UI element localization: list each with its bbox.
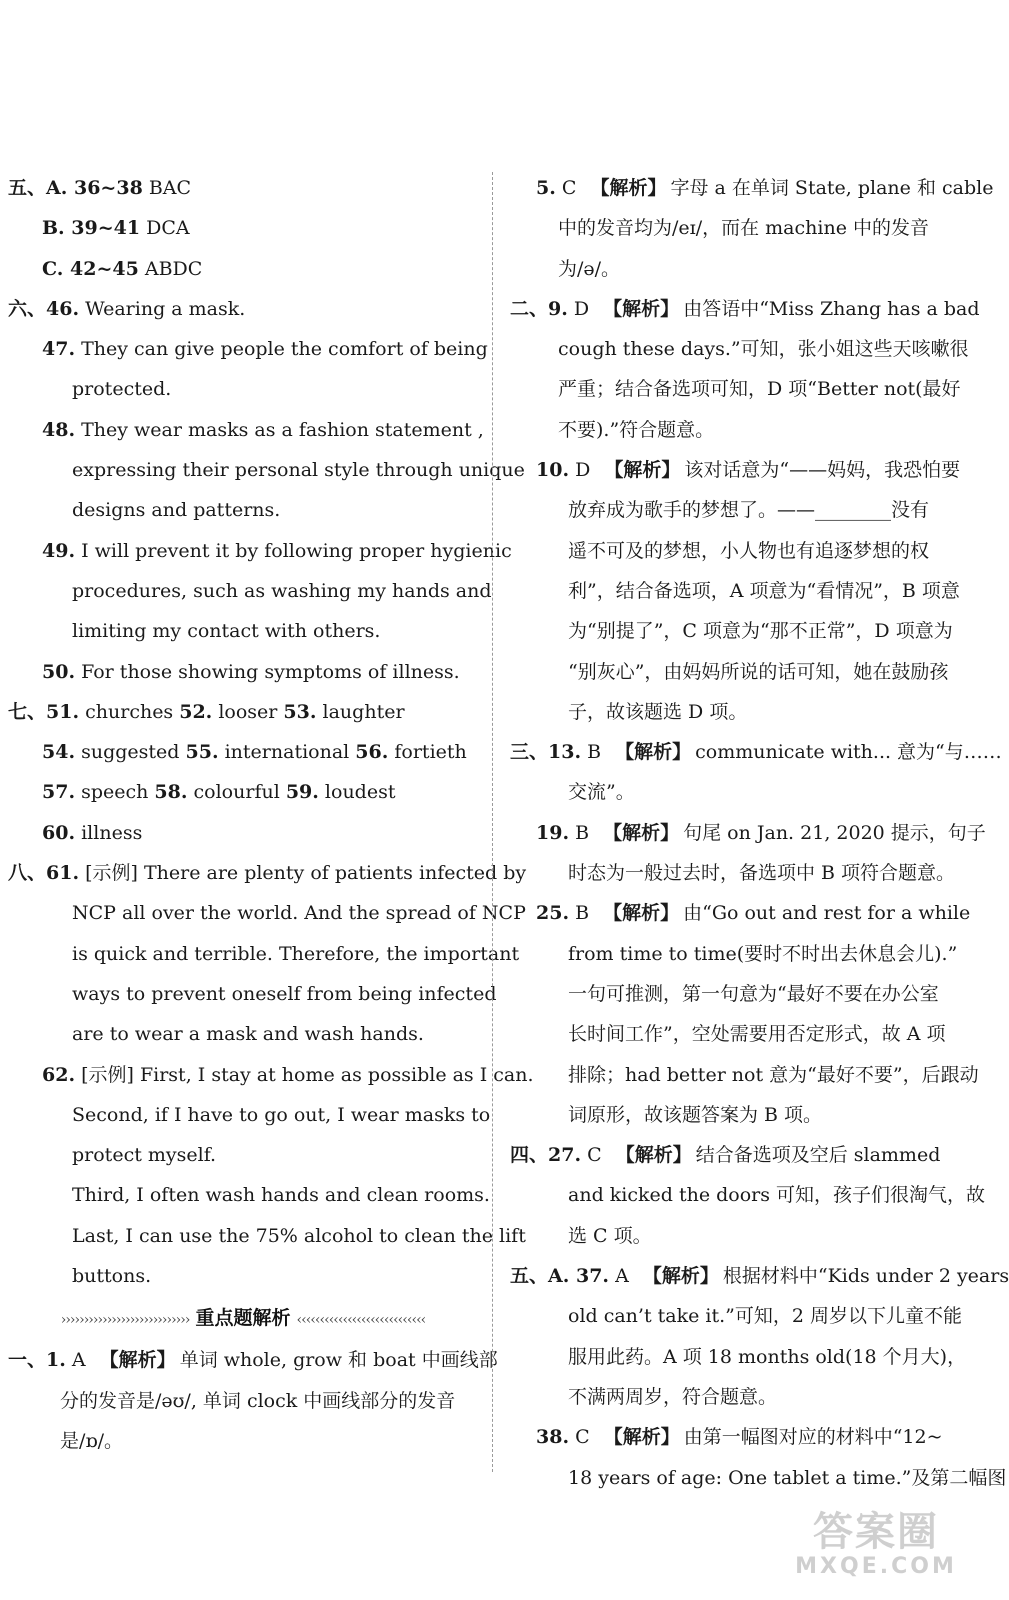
- answer-text: 由“Go out and rest for a while: [683, 902, 971, 925]
- answer-line: [8, 772, 478, 812]
- section-banner: [8, 1296, 478, 1340]
- answer-text: C: [569, 1426, 596, 1449]
- analysis-tag: 【解析】: [99, 1349, 176, 1372]
- answer-line: [8, 531, 512, 571]
- answer-line: [8, 974, 497, 1014]
- section-label: 六、: [8, 297, 47, 320]
- answer-text: “别灰心”，由妈妈所说的话可知，她在鼓励孩: [568, 660, 949, 683]
- answer-line: [8, 1095, 491, 1135]
- watermark-line2: MXQE.COM: [795, 1554, 957, 1579]
- analysis-tag: 【解析】: [604, 459, 681, 482]
- answer-text: international: [218, 741, 356, 764]
- answer-line: [8, 652, 478, 692]
- answer-text: 分的发音是/əʊ/, 单词 clock 中画线部分的发音: [60, 1389, 456, 1412]
- analysis-tag: 【解析】: [603, 297, 680, 320]
- section-label: 二、: [510, 297, 549, 320]
- answer-line: [8, 1421, 478, 1461]
- answer-text: C: [555, 177, 583, 199]
- question-number: 56.: [355, 741, 389, 764]
- answer-line: [8, 1175, 490, 1215]
- answer-text: buttons.: [72, 1265, 152, 1288]
- column-divider: [492, 172, 493, 1472]
- answer-text: limiting my contact with others.: [72, 620, 381, 643]
- banner-title: 重点题解析: [195, 1307, 291, 1330]
- answer-line: [510, 974, 972, 1014]
- answer-line: [510, 450, 972, 490]
- answer-line: [510, 490, 972, 530]
- section-label: 五、A.: [8, 177, 74, 199]
- answer-text: 利”，结合备选项，A 项意为“看情况”，B 项意: [568, 579, 960, 602]
- answer-text: 长时间工作”，空处需要用否定形式，故 A 项: [568, 1023, 946, 1046]
- answer-text: 子，故该题选 D 项。: [568, 700, 748, 723]
- answer-text: 遥不可及的梦想，小人物也有追逐梦想的权: [568, 539, 930, 562]
- answer-line: [8, 369, 478, 409]
- question-number: 46.: [46, 297, 80, 320]
- answer-text: colourful: [187, 781, 286, 804]
- question-number: 25.: [536, 902, 570, 925]
- answer-line: [510, 611, 972, 651]
- banner-ornament-right: ‹‹‹‹‹‹‹‹‹‹‹‹‹‹‹‹‹‹‹‹‹‹‹‹‹‹‹‹: [296, 1312, 426, 1329]
- answer-text: communicate with... 意为“与……: [695, 741, 1002, 764]
- section-label: 七、: [8, 700, 47, 723]
- answer-text: 为/ə/。: [558, 257, 621, 280]
- section-label: 三、: [510, 741, 549, 764]
- watermark-logo: [776, 1509, 976, 1582]
- answer-line: [510, 168, 994, 208]
- answer-text: 排除；had better not 意为“最好不要”，后跟动: [568, 1063, 979, 1086]
- answer-line: [8, 1055, 534, 1095]
- answer-line: [8, 249, 478, 289]
- right-column: [510, 168, 1009, 1498]
- answer-text: B: [569, 902, 596, 925]
- answer-text: BAC: [142, 177, 192, 199]
- question-number: 1.: [46, 1349, 66, 1372]
- answer-line: [8, 813, 478, 853]
- answer-text: 字母 a 在单词 State, plane 和 cable: [670, 177, 994, 199]
- question-number: 60.: [42, 821, 76, 844]
- analysis-tag: 【解析】: [590, 177, 667, 199]
- answer-text: suggested: [75, 741, 186, 764]
- question-number: 36~38: [73, 177, 143, 199]
- question-number: B. 39~41: [42, 217, 141, 240]
- answer-text: laughter: [316, 700, 405, 723]
- answer-text: Third, I often wash hands and clean rooms.: [72, 1184, 490, 1207]
- answer-line: [8, 1135, 478, 1175]
- answer-line: [510, 1175, 986, 1215]
- answer-text: 交流”。: [568, 781, 635, 804]
- answer-text: ABDC: [138, 257, 203, 280]
- answer-text: 句尾 on Jan. 21, 2020 提示，句子: [683, 821, 986, 844]
- analysis-tag: 【解析】: [615, 741, 692, 764]
- answer-text: churches: [79, 700, 180, 723]
- answer-text: 一句可推测，第一句意为“最好不要在办公室: [568, 982, 939, 1005]
- answer-line: [8, 1256, 478, 1296]
- question-number: 62.: [42, 1063, 76, 1086]
- answer-line: [510, 1417, 972, 1457]
- answer-text: 由答语中“Miss Zhang has a bad: [683, 297, 980, 320]
- answer-line: [510, 369, 972, 409]
- answer-text: ways to prevent oneself from being infected: [72, 982, 497, 1005]
- answer-line: [8, 893, 526, 933]
- answer-line: [8, 1216, 526, 1256]
- answer-line: [510, 1337, 972, 1377]
- question-number: 10.: [536, 459, 570, 482]
- question-number: 48.: [42, 418, 76, 441]
- answer-line: [510, 410, 972, 450]
- answer-text: 时态为一般过去时，备选项中 B 项符合题意。: [568, 862, 956, 885]
- answer-line: [510, 1458, 1007, 1498]
- answer-line: [510, 1216, 972, 1256]
- answer-line: [8, 1381, 478, 1421]
- question-number: 50.: [42, 660, 76, 683]
- answer-line: [510, 772, 972, 812]
- answer-text: [示例] There are plenty of patients infected by: [79, 862, 527, 885]
- answer-line: [8, 289, 478, 329]
- analysis-tag: 【解析】: [603, 1426, 680, 1449]
- answer-text: 由第一幅图对应的材料中“12~: [683, 1426, 943, 1449]
- answer-text: is quick and terrible. Therefore, the important: [72, 942, 520, 965]
- answer-text: expressing their personal style through unique: [72, 459, 525, 482]
- answer-text: and kicked the doors 可知，孩子们很淘气，故: [568, 1184, 986, 1207]
- answer-text: NCP all over the world. And the spread of NCP: [72, 902, 526, 925]
- answer-line: [510, 531, 972, 571]
- answer-text: 中的发音均为/eɪ/，而在 machine 中的发音: [558, 217, 929, 240]
- answer-line: [8, 410, 484, 450]
- answer-line: [510, 208, 972, 248]
- answer-text: For those showing symptoms of illness.: [75, 660, 460, 683]
- section-label: 五、A.: [510, 1265, 576, 1288]
- answer-line: [510, 1377, 972, 1417]
- answer-line: [8, 571, 492, 611]
- answer-line: [8, 450, 525, 490]
- answer-line: [8, 490, 478, 530]
- answer-text: old can’t take it.”可知，2 周岁以下儿童不能: [568, 1305, 962, 1328]
- answer-line: [510, 249, 972, 289]
- answer-line: [8, 692, 478, 732]
- answer-line: [8, 1014, 478, 1054]
- question-number: 58.: [154, 781, 188, 804]
- answer-line: [510, 571, 972, 611]
- question-number: 37.: [575, 1265, 610, 1288]
- answer-text: C: [581, 1144, 608, 1167]
- question-number: 49.: [42, 539, 76, 562]
- answer-line: [8, 611, 478, 651]
- answer-text: 不要).”符合题意。: [558, 418, 715, 441]
- question-number: 57.: [42, 781, 76, 804]
- answer-text: procedures, such as washing my hands and: [72, 579, 492, 602]
- left-column: [8, 168, 534, 1461]
- answer-text: Wearing a mask.: [79, 297, 246, 320]
- answer-text: Second, if I have to go out, I wear masks to: [72, 1103, 491, 1126]
- answer-text: B: [569, 821, 596, 844]
- answer-text: 是/ɒ/。: [60, 1429, 123, 1452]
- answer-text: I will prevent it by following proper hygienic: [75, 539, 512, 562]
- section-label: 一、: [8, 1349, 47, 1372]
- answer-line: [8, 853, 527, 893]
- answer-text: cough these days.”可知，张小姐这些天咳嗽很: [558, 338, 969, 361]
- analysis-tag: 【解析】: [603, 902, 680, 925]
- question-number: 54.: [42, 741, 76, 764]
- answer-text: protected.: [72, 378, 172, 401]
- watermark-line1: 答案圈: [813, 1509, 939, 1555]
- question-number: 51.: [46, 700, 80, 723]
- answer-line: [8, 934, 520, 974]
- answer-line: [510, 1095, 972, 1135]
- answer-line: [510, 853, 972, 893]
- answer-text: fortieth: [388, 741, 467, 764]
- answer-line: [8, 208, 478, 248]
- answer-text: 根据材料中“Kids under 2 years: [722, 1265, 1009, 1288]
- question-number: 13.: [548, 741, 582, 764]
- answer-text: A: [65, 1349, 92, 1372]
- answer-text: DCA: [140, 217, 190, 240]
- answer-text: looser: [212, 700, 284, 723]
- answer-text: 选 C 项。: [568, 1224, 652, 1247]
- question-number: C. 42~45: [42, 257, 139, 280]
- answer-text: [示例] First, I stay at home as possible as I can.: [75, 1063, 534, 1086]
- answer-line: [510, 1135, 972, 1175]
- answer-line: [510, 1296, 972, 1336]
- answer-text: 单词 whole, grow 和 boat 中画线部: [179, 1349, 498, 1372]
- answer-text: from time to time(要时不时出去休息会儿).”: [568, 942, 958, 965]
- answer-text: loudest: [318, 781, 396, 804]
- answer-text: 严重；结合备选项可知，D 项“Better not(最好: [558, 378, 961, 401]
- section-label: 八、: [8, 862, 47, 885]
- question-number: 52.: [179, 700, 213, 723]
- answer-line: [510, 934, 972, 974]
- answer-text: designs and patterns.: [72, 499, 281, 522]
- answer-line: [8, 1340, 498, 1380]
- question-number: 53.: [283, 700, 317, 723]
- analysis-tag: 【解析】: [642, 1265, 719, 1288]
- answer-line: [510, 289, 980, 329]
- answer-line: [510, 1256, 1009, 1296]
- answer-line: [510, 1055, 979, 1095]
- answer-text: B: [581, 741, 608, 764]
- answer-line: [510, 692, 972, 732]
- question-number: 19.: [536, 821, 570, 844]
- answer-line: [510, 813, 986, 853]
- question-number: 59.: [285, 781, 319, 804]
- question-number: 27.: [548, 1144, 582, 1167]
- answer-line: [8, 329, 488, 369]
- answer-text: D: [569, 459, 597, 482]
- answer-line: [510, 732, 1002, 772]
- answer-line: [510, 1014, 972, 1054]
- answer-text: speech: [75, 781, 155, 804]
- answer-line: [510, 329, 972, 369]
- section-label: 四、: [510, 1144, 549, 1167]
- question-number: 55.: [185, 741, 219, 764]
- question-number: 9.: [548, 297, 568, 320]
- answer-text: Last, I can use the 75% alcohol to clean the lift: [72, 1224, 526, 1247]
- answer-line: [510, 893, 972, 933]
- answer-line: [510, 652, 972, 692]
- banner-ornament-left: ››››››››››››››››››››››››››››: [60, 1312, 190, 1329]
- answer-text: D: [567, 297, 596, 320]
- answer-text: A: [609, 1265, 635, 1288]
- analysis-tag: 【解析】: [603, 821, 680, 844]
- answer-text: 服用此药。A 项 18 months old(18 个月大)，: [568, 1345, 967, 1368]
- question-number: 38.: [536, 1426, 570, 1449]
- answer-text: 18 years of age: One tablet a time.”及第二幅图: [568, 1466, 1007, 1489]
- answer-text: 词原形，故该题答案为 B 项。: [568, 1103, 823, 1126]
- answer-text: 该对话意为“——妈妈，我恐怕要: [684, 459, 961, 482]
- answer-text: They can give people the comfort of being: [75, 338, 488, 361]
- answer-text: 结合备选项及空后 slammed: [695, 1144, 941, 1167]
- answer-line: [8, 732, 478, 772]
- analysis-tag: 【解析】: [615, 1144, 692, 1167]
- answer-text: 为“别提了”，C 项意为“那不正常”，D 项意为: [568, 620, 953, 643]
- answer-text: They wear masks as a fashion statement ,: [75, 418, 484, 441]
- answer-text: are to wear a mask and wash hands.: [72, 1023, 424, 1046]
- answer-line: [8, 168, 478, 208]
- question-number: 61.: [46, 862, 80, 885]
- answer-text: 不满两周岁，符合题意。: [568, 1385, 778, 1408]
- answer-text: protect myself.: [72, 1144, 217, 1167]
- answer-text: illness: [75, 821, 143, 844]
- question-number: 5.: [536, 177, 556, 199]
- answer-text: 放弃成为歌手的梦想了。——________没有: [568, 499, 930, 522]
- question-number: 47.: [42, 338, 76, 361]
